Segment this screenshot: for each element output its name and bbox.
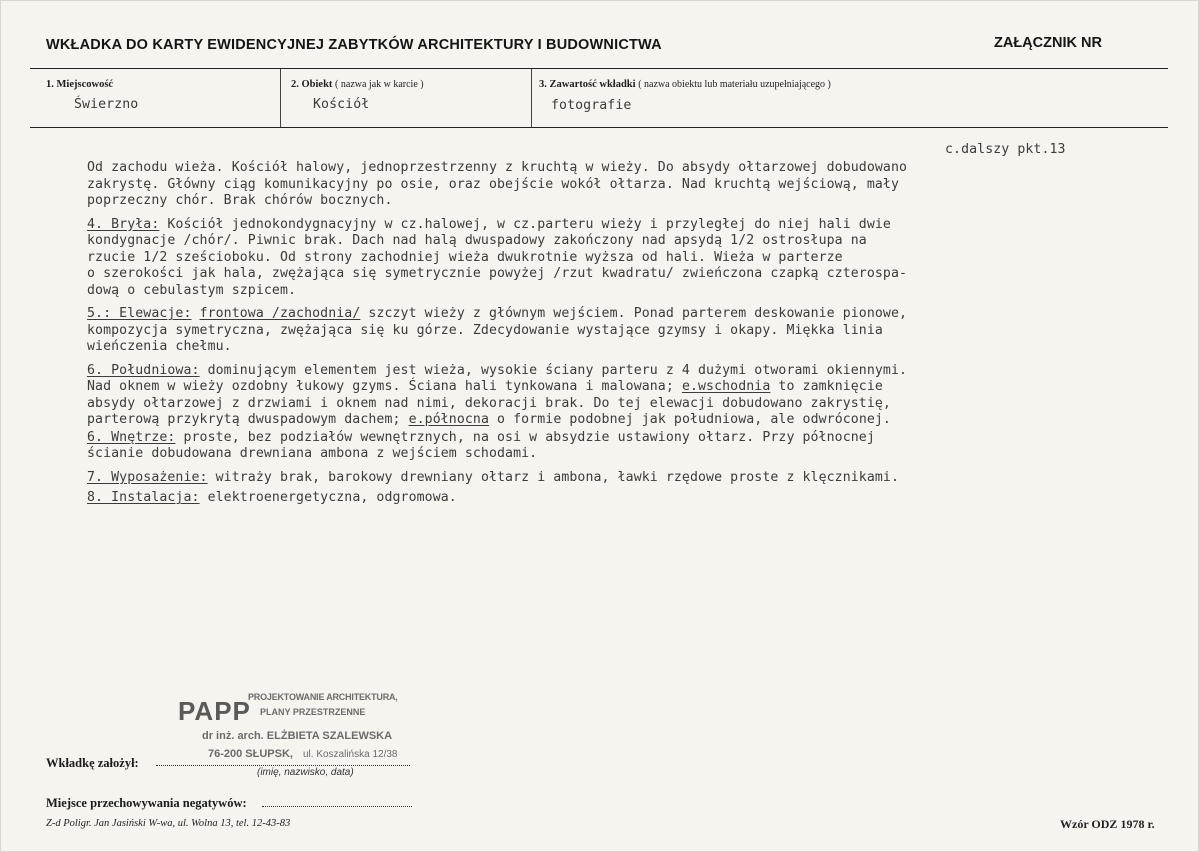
- negatives-label: Miejsce przechowywania negatywów:: [46, 796, 247, 810]
- negatives-line: [262, 806, 412, 807]
- form-model: Wzór ODZ 1978 r.: [1060, 817, 1155, 831]
- subsection-heading: frontowa /zachodnia/: [199, 306, 361, 321]
- stamp-line: PROJEKTOWANIE ARCHITEKTURA,: [248, 692, 398, 702]
- field-contents-label: 3. Zawartość wkładki ( nazwa obiektu lub materiału uzupełniającego ): [539, 79, 831, 90]
- section-heading: 8. Instalacja:: [87, 490, 200, 505]
- field-contents-value: fotografie: [551, 98, 632, 113]
- description-text: [87, 160, 1157, 514]
- paragraph-elevations: 5.: Elewacje: frontowa /zachodnia/ szczyt wieży z głównym wejściem. Ponad parterem deskowanie pionowe, kompozycja symetryczna, zwężająca się ku górze. Zdecydowanie wystające gzymsy i okapy. Miękka linia wieńczenia chełmu.: [87, 306, 908, 354]
- section-heading: 6. Wnętrze:: [87, 429, 176, 445]
- top-rule: [30, 68, 1168, 69]
- section-heading: 4. Bryła:: [87, 216, 160, 232]
- subsection-heading: e.wschodnia: [681, 379, 771, 394]
- section-heading: 6. Południowa:: [87, 362, 200, 378]
- paragraph-installations: 8. Instalacja: elektroenergetyczna, odgromowa.: [87, 490, 457, 505]
- field-object-label: 2. Obiekt ( nazwa jak w karcie ): [291, 79, 424, 90]
- continuation-note: c.dalszy pkt.13: [945, 142, 1066, 157]
- stamp-logo: PAPP: [178, 696, 251, 726]
- section-heading: 5.: Elewacje:: [87, 306, 192, 321]
- paragraph-south: 6. Południowa: dominującym elementem jest wieża, wysokie ściany parteru z 4 dużymi otworami okiennymi. Nad oknem w wieży ozdobny łukowy gzyms. Ściana hali tynkowana i malowana; e.wschodnia to zamknięcie absydy ołtarzowej z drzwiami i oknem nad nimi, dekoracji brak. Do tej elewacji dobudowano zakrystię, parterową przykrytą dwuspadowym dachem; e.północna o formie podobnej jak południowa, ale odwróconej.: [87, 362, 908, 427]
- paragraph-interior: 6. Wnętrze: proste, bez podziałów wewnętrznych, na osi w absydzie ustawiony ołtarz. Przy północnej ścianie dobudowana drewniana ambona z wejściem schodami.: [87, 429, 875, 461]
- stamp-line: 76-200 SŁUPSK, ul. Koszalińska 12/38: [208, 748, 398, 760]
- paragraph-form: 4. Bryła: Kościół jednokondygnacyjny w cz.halowej, w cz.parteru wieży i przyległej do niej hali dwie kondygnacje /chór/. Piwnic brak. Dach nad halą dwuspadowy zakończony nad apsydą 1/2 ostrosłupa na rzucie 1/2 sześcioboku. Od strony zachodniej wieża dwukrotnie wyższa od hali. Wieża w parterze o szerokości jak hala, zwężająca się symetrycznie powyżej /rzut kwadratu/ zwieńczona czapką czterospa- dową o cebulastym szpicem.: [87, 216, 908, 298]
- section-heading: 7. Wyposażenie:: [87, 469, 208, 485]
- prepared-by-hint: (imię, nazwisko, data): [257, 767, 354, 778]
- form-title: WKŁADKA DO KARTY EWIDENCYJNEJ ZABYTKÓW ARCHITEKTURY I BUDOWNICTWA: [46, 37, 662, 53]
- stamp-line: dr inż. arch. ELŻBIETA SZALEWSKA: [202, 730, 393, 742]
- office-stamp: [178, 692, 398, 762]
- field-divider-1: [280, 69, 281, 127]
- stamp-line: PLANY PRZESTRZENNE: [260, 707, 366, 717]
- printer-imprint: Z-d Poligr. Jan Jasiński W-wa, ul. Wolna 13, tel. 12-43-83: [46, 818, 291, 829]
- prepared-by-line: [156, 765, 410, 766]
- subsection-heading: e.północna: [408, 412, 489, 427]
- field-locality-label: 1. Miejscowość: [46, 79, 114, 90]
- annex-label: ZAŁĄCZNIK NR: [994, 35, 1102, 51]
- field-divider-2: [531, 69, 532, 127]
- prepared-by-label: Wkładkę założył:: [46, 756, 139, 770]
- paragraph-furnishings: 7. Wyposażenie: witraży brak, barokowy drewniany ołtarz i ambona, ławki rzędowe proste z klęcznikami.: [87, 469, 899, 485]
- field-locality-value: Świerzno: [74, 97, 139, 112]
- field-object-value: Kościół: [313, 97, 370, 112]
- paragraph-overview: Od zachodu wieża. Kościół halowy, jednoprzestrzenny z kruchtą w wieży. Do absydy ołtarzowej dobudowano zakrystę. Główny ciąg komunikacyjny po osie, oraz obejście wokół ołtarza. Nad kruchtą wejściową, mały poprzeczny chór. Brak chórów bocznych.: [87, 160, 908, 208]
- fields-bottom-rule: [30, 127, 1168, 128]
